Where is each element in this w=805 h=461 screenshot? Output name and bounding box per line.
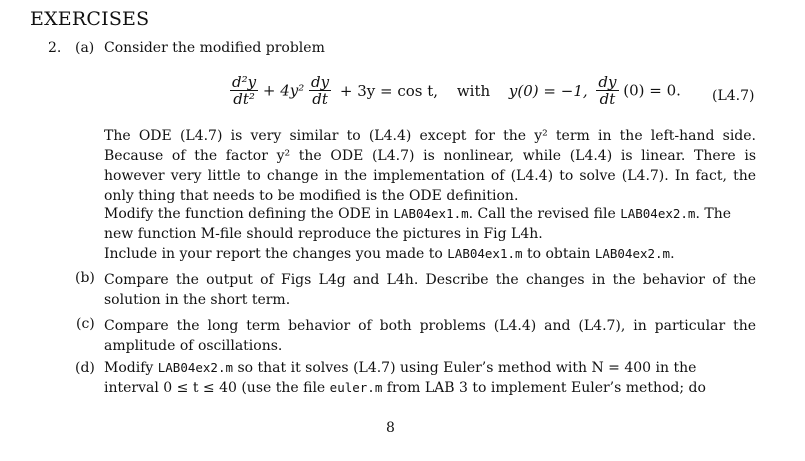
part-b-text: Compare the output of Figs L4g and L4h. Describe the changes in the behavior of the solution in the short term. [104, 272, 756, 308]
part-a-intro: Consider the modified problem [104, 40, 325, 56]
part-c-label: (c) [76, 316, 95, 332]
text-segment: Modify [104, 360, 158, 376]
part-a-paragraph: The ODE (L4.7) is very similar to (L4.4) except for the y² term in the left-hand side. Because of the factor y² the ODE (L4.7) is nonlinear, while (L4.4) is linear. There is however very little to change in the implementation of (L4.4) to solve (L4.7). In fact, the only thing that needs to be modified is the ODE definition. [104, 128, 756, 204]
filename: LAB04ex2.m [594, 246, 671, 261]
part-d-line [104, 360, 696, 376]
text-segment: . [670, 246, 675, 262]
exercise-number: 2. [48, 40, 62, 56]
part-d-line [104, 380, 706, 396]
equation-l4-7 [230, 74, 681, 118]
filename: LAB04ex2.m [157, 360, 234, 375]
part-a-report-line [104, 246, 675, 262]
filename: euler.m [329, 380, 383, 395]
page-number: 8 [386, 420, 395, 436]
filename: LAB04ex2.m [620, 206, 696, 221]
part-a-instruction-line [104, 206, 731, 222]
initial-derivative-fraction [596, 74, 618, 107]
filename: LAB04ex1.m [447, 246, 523, 261]
text-segment: Modify the function defining the ODE in [104, 206, 394, 222]
equation-term: + 3y = cos t, [339, 81, 439, 100]
text-segment: Include in your report the changes you made to [104, 246, 448, 262]
fraction-numerator: dy [311, 73, 330, 91]
part-c-text: Compare the long term behavior of both problems (L4.4) and (L4.7), in particular the amplitude of oscillations. [104, 318, 756, 354]
equation-term: + 4y² [262, 81, 310, 100]
second-derivative-fraction [230, 74, 258, 107]
part-b-label: (b) [75, 270, 95, 286]
fraction-denominator: dt [312, 90, 328, 108]
equation-label: (L4.7) [712, 88, 755, 104]
fraction-numerator: dy [598, 73, 617, 91]
text-segment: from LAB 3 to implement Euler’s method; do [382, 380, 706, 396]
section-heading: EXERCISES [30, 8, 150, 30]
part-a-label: (a) [75, 40, 95, 56]
text-segment: to obtain [522, 246, 595, 262]
initial-condition: y(0) = −1, [508, 81, 588, 100]
first-derivative-fraction [309, 74, 331, 107]
part-d-label: (d) [75, 360, 95, 376]
text-segment: interval 0 ≤ t ≤ 40 (use the file [104, 380, 330, 396]
text-segment: so that it solves (L4.7) using Euler’s method with N = 400 in the [233, 360, 697, 376]
text-segment: . The [695, 206, 732, 222]
fraction-denominator: dt² [233, 90, 255, 108]
text-segment: . Call the revised file [468, 206, 621, 222]
fraction-numerator: d²y [232, 73, 257, 91]
fraction-denominator: dt [599, 90, 616, 108]
filename: LAB04ex1.m [393, 206, 469, 221]
initial-condition: (0) = 0. [623, 81, 681, 100]
equation-with: with [456, 81, 491, 100]
part-a-instruction-line: new function M-file should reproduce the pictures in Fig L4h. [104, 226, 543, 242]
